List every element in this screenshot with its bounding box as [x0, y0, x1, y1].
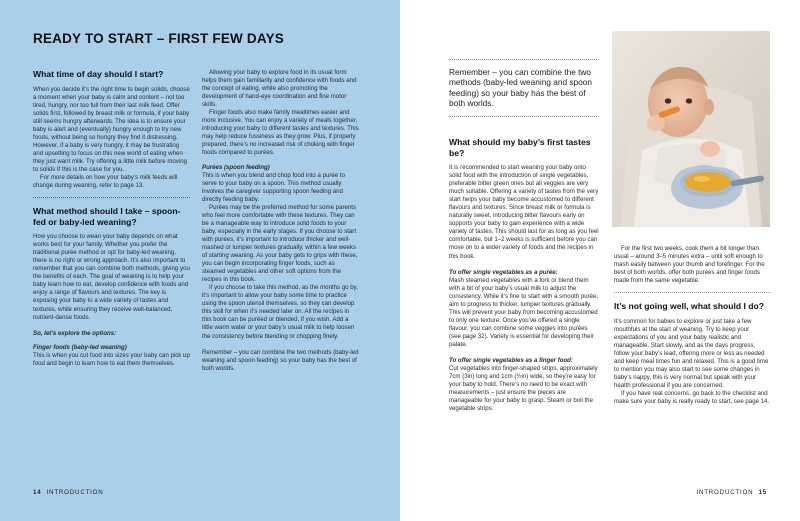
puree-vegetables-heading: To offer single vegetables as a purée: [449, 268, 558, 276]
paragraph-time-2: For more details on how your baby’s milk feeds will change during weaning, refer to page 13. [33, 174, 178, 190]
section-label: INTRODUCTION [46, 489, 104, 496]
paragraph-time-1: When you decide it’s the right time to begin solids, choose a moment when your baby is calm and content – not too tired, hungry, nor too full from their last milk feed. Offer solids first, followed by breast milk or formula, if your baby still seems hungry afterwards. The idea is to ensure your baby is alert and (eventually) hungry enough to try new foods, without being so hungry they find it distressing. However, if a baby is very hungry, it may be frustrating and upsetting to focus on this new world of eating when they just want milk. Try offering a little milk before moving to solids if this is the case for you. [33, 85, 190, 173]
right-folio [696, 489, 767, 496]
paragraph-purees-1: This is when you blend and chop food into a purée to serve to your baby on a spoon. This method usually involves the caregiver supporting spoon feeding and directly feeding baby. [202, 171, 345, 203]
pull-quote-rule-top [449, 59, 597, 60]
paragraph-not-going-well-2: If you have real concerns, go back to the checklist and make sure your baby is really ready to start, see page 14. [614, 390, 770, 406]
paragraph-explore-food: Allowing your baby to explore food in its usual form helps them gain familiarity and confidence with foods and the concept of eating, while also promoting the development of hand-eye coordination and fine motor skills. [202, 69, 357, 109]
paragraph-method: How you choose to wean your baby depends on what works best for your family. Whether you prefer the traditional purée method or opt for baby-led weaning, there is no right or wrong approach. It’s also important to remember that you can combine both methods, giving you the benefits of each. The goal of weaning is to help your baby learn how to eat, develop confidence with foods and enjoy a range of flavours and textures. The key is exposing your baby to a wide variety of tastes and textures, while ensuring they receive well-balanced, nutrient-dense foods. [33, 233, 190, 321]
left-folio [33, 489, 104, 496]
heading-method: What method should I take – spoon-fed or baby-led weaning? [33, 206, 181, 227]
section-label: INTRODUCTION [696, 489, 754, 496]
baby-photo-illustration [612, 31, 770, 227]
page-title: READY TO START – FIRST FEW DAYS [33, 31, 284, 46]
purees-heading: Purées (spoon feeding) [202, 163, 270, 171]
heading-first-tastes: What should my baby’s first tastes be? [449, 137, 591, 158]
paragraph-purees-2: Purées may be the preferred method for some parents who feel more comfortable with these textures. They can be a manageable way to introduce solid foods to your baby, especially in the early stages. If you choose to start with purées, it’s important to introduce thicker and well-mashed or lumpier textures gradually, within a few weeks of starting weaning. As your baby gets to grips with these, you can begin incorporating finger foods, such as steamed vegetables and other soft options from the recipes in this book. [202, 203, 358, 284]
section-divider-right [614, 292, 771, 293]
paragraph-finger-vegetables: Cut vegetables into finger-shaped strips, approximately 7cm (3in) long and 1cm (½in) wide, so they’re easy for your baby to hold. There’s no need to be exact with measurements – just ensure the pieces are manageable for your baby to grasp. Steam or boil the vegetable strips. [449, 365, 598, 413]
left-column-1 [33, 69, 190, 368]
heading-time-of-day: What time of day should I start? [33, 69, 164, 79]
baby-eating-photo [612, 31, 770, 227]
right-column-2 [614, 245, 771, 406]
heading-not-going-well: It’s not going well, what should I do? [614, 301, 765, 312]
paragraph-remember: Remember – you can combine the two methods (baby-led weaning and spoon feeding) so your baby has the best of both worlds. [202, 348, 359, 372]
pull-quote: Remember – you can combine the two methods (baby-led weaning and spoon feeding) so your baby has the best of both worlds. [449, 67, 592, 109]
page-number: 15 [758, 489, 767, 496]
pull-quote-rule-bottom [449, 116, 597, 117]
finger-vegetables-heading: To offer single vegetables as a finger food: [449, 357, 573, 365]
paragraph-first-tastes: It is recommended to start weaning your baby onto solid food with the introduction of single vegetables, preferable bitter green ones but all veggies are very much suitable. Offering a variety of tastes from the very start helps your baby become accustomed to different flavours and textures. Since breast milk or formula is naturally sweet, introducing bitter flavours early on supports your baby to gain experience with a wide variety of tastes. This should last for as long as you feel comfortable, but 1–2 weeks is sufficient before you can move on to a wider variety of foods and the recipes in this book. [449, 164, 599, 260]
left-column-2 [202, 69, 359, 373]
finger-foods-heading: Finger foods (baby-led weaning) [33, 343, 127, 351]
section-divider [33, 197, 190, 198]
paragraph-family-mealtimes: Finger foods also make family mealtimes easier and more inclusive. You can enjoy a variety of meals together, introducing your baby to different tastes and textures. This may help reduce fussiness as they grow. Plus, if properly prepared, there’s no increased risk of choking with finger foods compared to purées. [202, 109, 359, 157]
paragraph-purees-3: If you choose to take this method, as the months go by, it’s important to allow your baby some time to practice using the spoon utensil themselves, so they can develop this skill for when it’s needed later on. All the recipes in this book can be puréed or blended, if you wish. Add a little warm water or your baby’s usual milk to help loosen the consistency before blending or chopping finely. [202, 284, 358, 340]
paragraph-puree-vegetables: Mash steamed vegetables with a fork or blend them with a bit of your baby’s usual milk to adjust the consistency. While it’s fine to start with a smooth purée, aim to progress to thicker, lumpier textures gradually. This will prevent your baby from becoming accustomed to only one texture. Once you’ve offered a single flavour, you can combine some veggies into purées (see page 32). Variety is essential for developing their palate. [449, 276, 599, 348]
paragraph-finger-foods: This is when you cut food into sizes your baby can pick up food and begin to learn how to eat them themselves. [33, 351, 190, 367]
paragraph-first-two-weeks: For the first two weeks, cook them a bit longer than usual – around 3–5 minutes extra – until soft enough to mash easily between your thumb and forefinger. For the best of both worlds, offer both purées and finger foods made from the same vegetable. [614, 245, 765, 285]
right-column-1 [449, 137, 599, 413]
page-number: 14 [33, 489, 42, 496]
paragraph-not-going-well-1: It’s common for babies to explore or just take a few mouthfuls at the start of weaning. Try to keep your expectations of you and your baby realistic and manageable. Start slowly, and as the days progress, follow your baby’s lead, offering more or less as needed and keep meal times fun and relaxed. This is a good time to mention you may also start to see some changes in baby’s nappy, this is very normal but speak with your health professional if you are concerned. [614, 317, 769, 390]
explore-options-label: So, let’s explore the options: [33, 329, 117, 337]
